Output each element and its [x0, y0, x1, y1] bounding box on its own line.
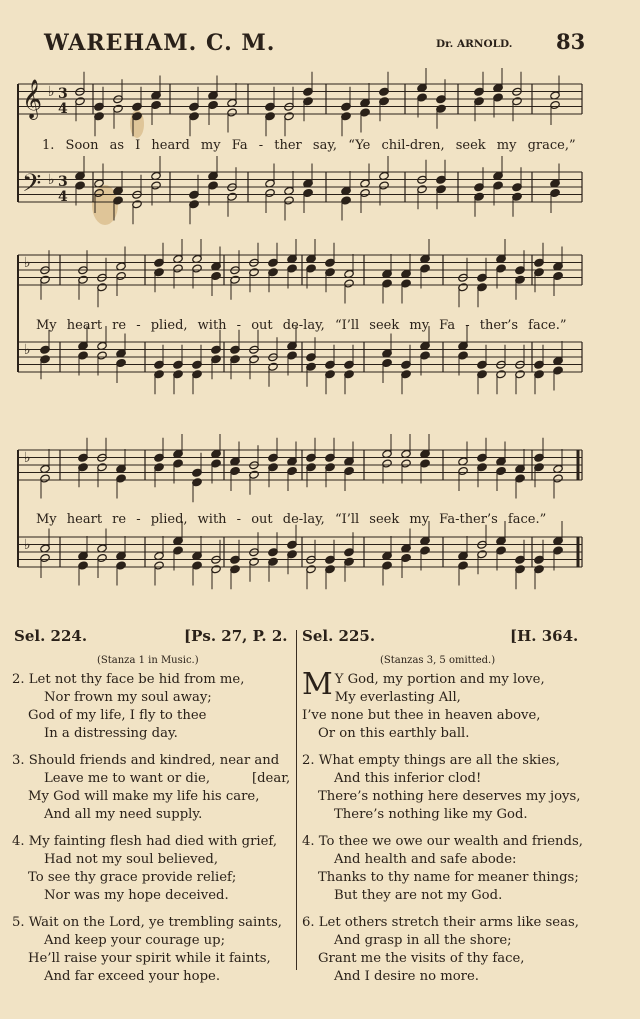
verse-line: Thanks to thy name for meaner things; — [318, 870, 579, 885]
stanza — [12, 752, 296, 824]
verse-line: To see thy grace provide relief; — [28, 870, 237, 885]
right-selection-number: Sel. 225. — [302, 627, 376, 645]
verse-line: Grant me the visits of thy face, — [318, 951, 525, 966]
flat-icon: ♭ — [48, 84, 55, 100]
verse-line: There’s nothing here deserves my joys, — [318, 789, 581, 804]
bass-clef-icon: 𝄢 — [22, 169, 42, 204]
left-selection-number: Sel. 224. — [14, 627, 88, 645]
time-signature: 4 — [58, 189, 68, 205]
stanza — [12, 833, 296, 905]
verse-line: 4. My fainting flesh had died with grief, — [12, 834, 278, 849]
stanza — [302, 667, 602, 743]
verse-line: 6. Let others stretch their arms like seas, — [302, 915, 579, 930]
verse-line: And keep your courage up; — [44, 933, 226, 948]
left-selection-ref: [Ps. 27, P. 2. — [184, 627, 288, 645]
verse-line: And all my need supply. — [44, 807, 203, 822]
left-stanza-note: (Stanza 1 in Music.) — [97, 655, 199, 666]
time-signature: 3 — [58, 174, 68, 190]
verse-line: 3. Should friends and kindred, near and — [12, 753, 280, 768]
verse-line: Nor was my hope deceived. — [44, 888, 229, 903]
flat-icon: ♭ — [24, 450, 31, 466]
stanza — [12, 671, 296, 743]
stanza — [302, 914, 602, 986]
verse-line: Or on this earthly ball. — [318, 726, 470, 741]
stanza — [302, 833, 602, 905]
verse-line: 2. Let not thy face be hid from me, — [12, 672, 245, 687]
verse-line: And grasp in all the shore; — [334, 933, 512, 948]
lyric-line-2: My heart re - plied, with - out de-lay, “I’ll seek my Fa - ther’s face.” — [36, 318, 567, 333]
verse-line: My God will make my life his care, — [28, 789, 260, 804]
verse-line: And health and safe abode: — [334, 852, 517, 867]
treble-clef-icon: 𝄞 — [22, 79, 43, 119]
flat-icon: ♭ — [24, 537, 31, 553]
verse-line: Nor frown my soul away; — [44, 690, 212, 705]
drop-cap-letter: M — [302, 667, 333, 702]
composer-name: Dr. ARNOLD. — [436, 38, 513, 50]
verse-line: 2. What empty things are all the skies, — [302, 753, 560, 768]
column-divider — [296, 630, 297, 970]
lyric-line-1: 1. Soon as I heard my Fa - ther say, “Ye chil-dren, seek my grace,” — [42, 138, 576, 153]
verse-line: But they are not my God. — [334, 888, 503, 903]
verse-line: Had not my soul believed, — [44, 852, 219, 867]
flat-icon: ♭ — [24, 342, 31, 358]
verse-line: Y God, my portion and my love, — [334, 672, 545, 687]
stanza — [12, 914, 296, 986]
flat-icon: ♭ — [48, 172, 55, 188]
verse-line: God of my life, I fly to thee — [28, 708, 207, 723]
verse-line: And far exceed your hope. — [44, 969, 221, 984]
verse-line: In a distressing day. — [44, 726, 178, 741]
verse-line: He’ll raise your spirit while it faints, — [28, 951, 271, 966]
flat-icon: ♭ — [24, 255, 31, 271]
hymn-title: WAREHAM. C. M. — [44, 30, 276, 56]
time-signature: 3 — [58, 86, 68, 102]
verse-line: There’s nothing like my God. — [334, 807, 528, 822]
verse-line: And I desire no more. — [334, 969, 479, 984]
verse-line: Leave me to want or die, [dear, — [44, 771, 291, 786]
left-verses — [12, 671, 296, 995]
verse-line: 4. To thee we owe our wealth and friends, — [302, 834, 583, 849]
verse-line: 5. Wait on the Lord, ye trembling saints, — [12, 915, 282, 930]
stanza — [302, 752, 602, 824]
verse-line: My everlasting All, — [334, 690, 461, 705]
verse-line: And this inferior clod! — [334, 771, 482, 786]
time-signature: 4 — [58, 101, 68, 117]
lyric-line-3: My heart re - plied, with - out de-lay, “I’ll seek my Fa-ther’s face.” — [36, 512, 547, 527]
right-selection-ref: [H. 364. — [510, 627, 579, 645]
right-verses — [302, 667, 602, 995]
right-stanza-note: (Stanzas 3, 5 omitted.) — [380, 655, 496, 666]
verse-line: I’ve none but thee in heaven above, — [302, 708, 541, 723]
page-number: 83 — [556, 29, 586, 54]
